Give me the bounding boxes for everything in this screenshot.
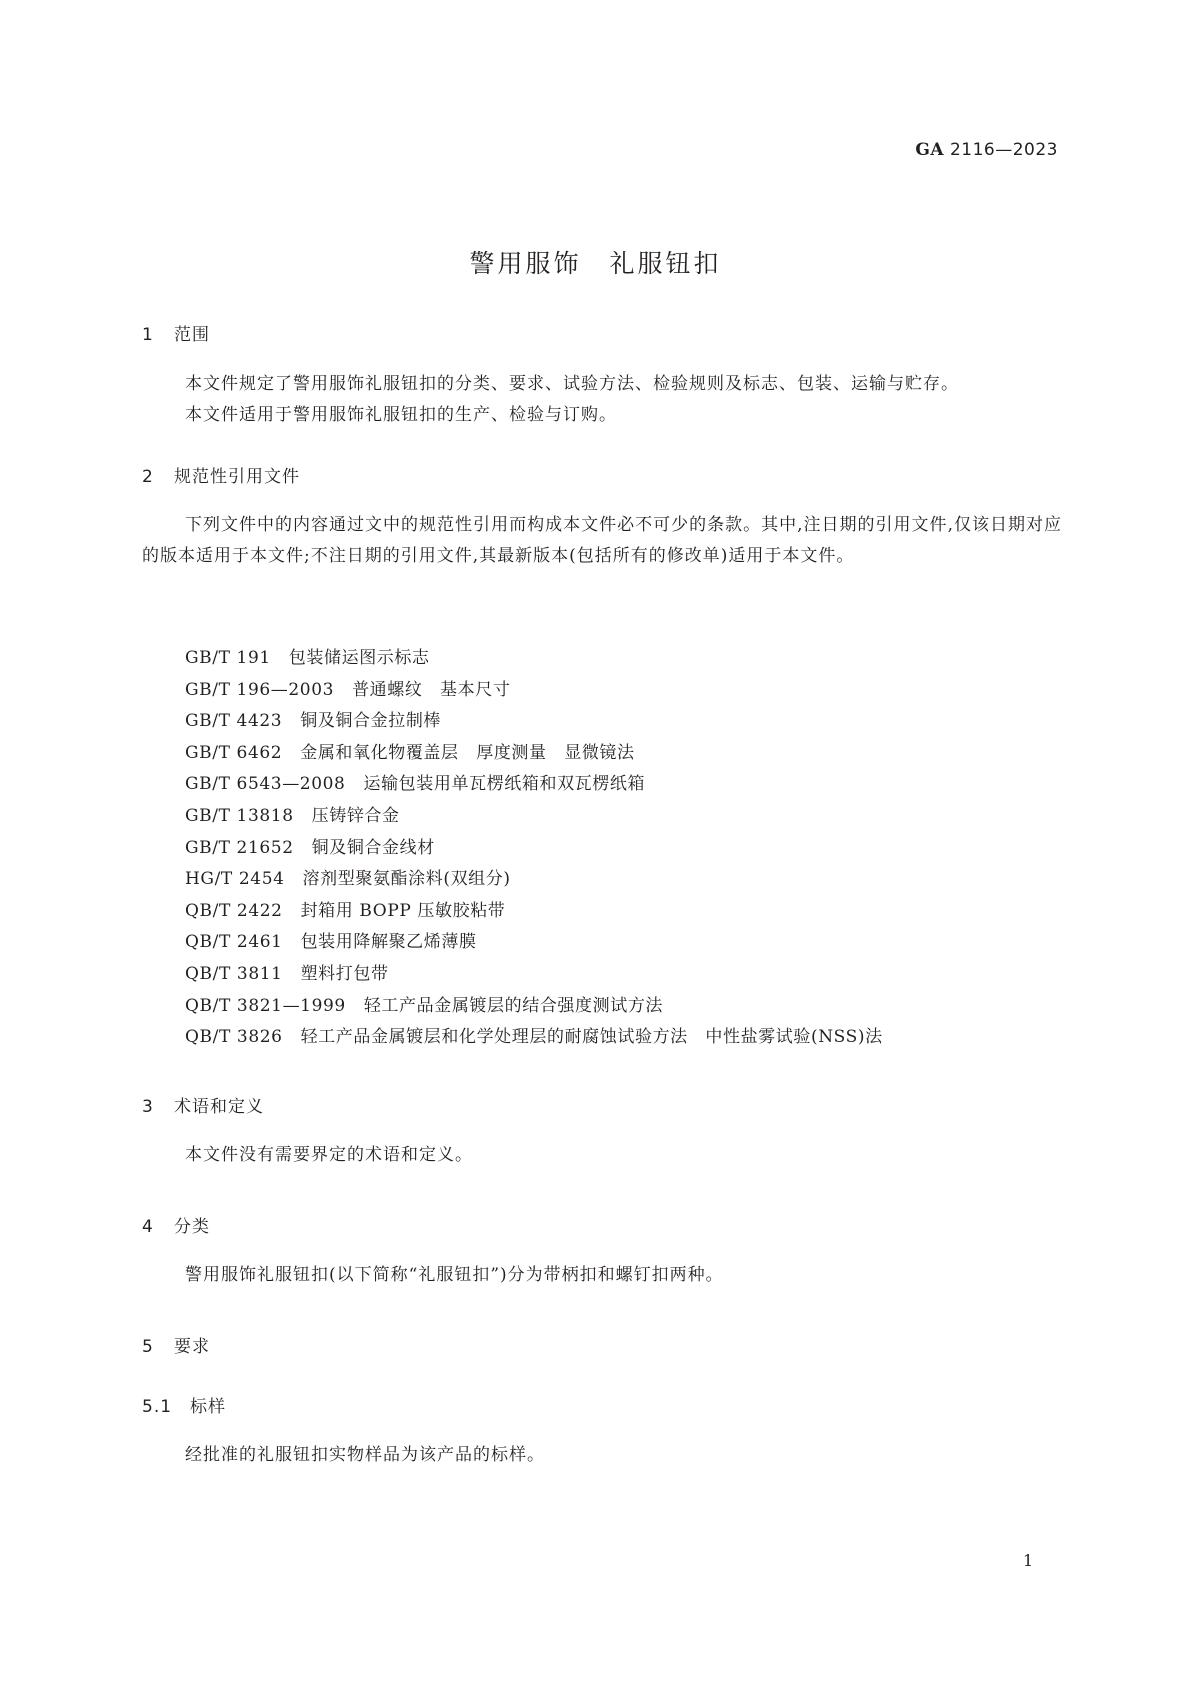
reference-code: GB/T 4423 (185, 711, 283, 732)
reference-code: QB/T 3826 (185, 1027, 283, 1048)
section-number: 2 (142, 467, 154, 487)
reference-code: GB/T 6543—2008 (185, 774, 346, 795)
reference-item (185, 833, 883, 865)
section-3-heading (142, 1092, 264, 1117)
reference-code: QB/T 3821—1999 (185, 995, 346, 1016)
reference-item (185, 991, 883, 1023)
reference-item (185, 643, 883, 675)
reference-name: 封箱用 BOPP 压敏胶粘带 (300, 900, 506, 921)
normative-references-list (185, 643, 883, 1054)
reference-name: 塑料打包带 (300, 963, 389, 984)
page-number: 1 (1023, 1551, 1034, 1570)
reference-name: 溶剂型聚氨酯涂料(双组分) (302, 869, 511, 890)
reference-item (185, 927, 883, 959)
section-1-body (142, 369, 1062, 431)
standard-number: 2116—2023 (949, 140, 1058, 160)
section-title: 规范性引用文件 (174, 467, 300, 487)
section-number: 5 (142, 1337, 154, 1357)
reference-name: 铜及铜合金拉制棒 (300, 711, 442, 732)
paragraph: 本文件规定了警用服饰礼服钮扣的分类、要求、试验方法、检验规则及标志、包装、运输与贮存。 (185, 374, 959, 394)
reference-code: GB/T 191 (185, 648, 271, 668)
section-number: 1 (142, 325, 154, 345)
reference-item (185, 896, 883, 928)
reference-item (185, 769, 883, 801)
section-3-body (142, 1140, 1062, 1171)
reference-name: 压铸锌合金 (311, 805, 400, 826)
reference-code: GB/T 6462 (185, 742, 283, 763)
paragraph: 经批准的礼服钮扣实物样品为该产品的标样。 (185, 1445, 545, 1465)
section-5-heading (142, 1332, 210, 1357)
reference-name: 包装储运图示标志 (288, 648, 430, 668)
section-number: 3 (142, 1097, 154, 1117)
reference-item (185, 864, 883, 896)
reference-code: QB/T 3811 (185, 963, 283, 984)
section-title: 要求 (174, 1337, 210, 1357)
section-1-heading (142, 320, 210, 345)
reference-item (185, 706, 883, 738)
reference-name: 运输包装用单瓦楞纸箱和双瓦楞纸箱 (363, 774, 646, 795)
section-title: 分类 (174, 1217, 210, 1237)
reference-code: QB/T 2461 (185, 932, 283, 953)
section-title: 标样 (190, 1397, 226, 1417)
section-2-intro-paragraph: 下列文件中的内容通过文中的规范性引用而构成本文件必不可少的条款。其中,注日期的引用文件,仅该日期对应的版本适用于本文件;不注日期的引用文件,其最新版本(包括所有的修改单)适用于本文件。 (142, 515, 1062, 566)
document-code-header (915, 140, 1058, 160)
paragraph: 本文件适用于警用服饰礼服钮扣的生产、检验与订购。 (185, 405, 617, 425)
reference-name: 普通螺纹 基本尺寸 (352, 679, 511, 700)
reference-name: 轻工产品金属镀层的结合强度测试方法 (363, 995, 664, 1016)
section-title: 术语和定义 (174, 1097, 264, 1117)
section-4-body (142, 1260, 1062, 1291)
reference-name: 金属和氧化物覆盖层 厚度测量 显微镜法 (300, 742, 635, 763)
reference-code: GB/T 13818 (185, 805, 294, 826)
section-2-heading (142, 462, 300, 487)
reference-item (185, 675, 883, 707)
reference-code: HG/T 2454 (185, 869, 285, 890)
reference-item (185, 959, 883, 991)
reference-name: 包装用降解聚乙烯薄膜 (300, 932, 477, 953)
reference-code: GB/T 21652 (185, 837, 294, 858)
section-5-1-body (142, 1440, 1062, 1471)
section-5-1-heading (142, 1392, 226, 1417)
reference-item (185, 1022, 883, 1054)
reference-item (185, 738, 883, 770)
section-title: 范围 (174, 325, 210, 345)
paragraph: 本文件没有需要界定的术语和定义。 (185, 1145, 473, 1165)
reference-code: QB/T 2422 (185, 900, 283, 921)
section-number: 4 (142, 1217, 154, 1237)
reference-name: 铜及铜合金线材 (311, 837, 435, 858)
section-number: 5.1 (142, 1397, 173, 1417)
section-4-heading (142, 1212, 210, 1237)
standard-prefix: GA (915, 140, 945, 160)
reference-item (185, 801, 883, 833)
reference-name: 轻工产品金属镀层和化学处理层的耐腐蚀试验方法 中性盐雾试验(NSS)法 (300, 1027, 883, 1048)
reference-code: GB/T 196—2003 (185, 679, 335, 700)
document-title: 警用服饰 礼服钮扣 (469, 249, 722, 278)
paragraph: 警用服饰礼服钮扣(以下简称“礼服钮扣”)分为带柄扣和螺钉扣两种。 (185, 1265, 724, 1285)
